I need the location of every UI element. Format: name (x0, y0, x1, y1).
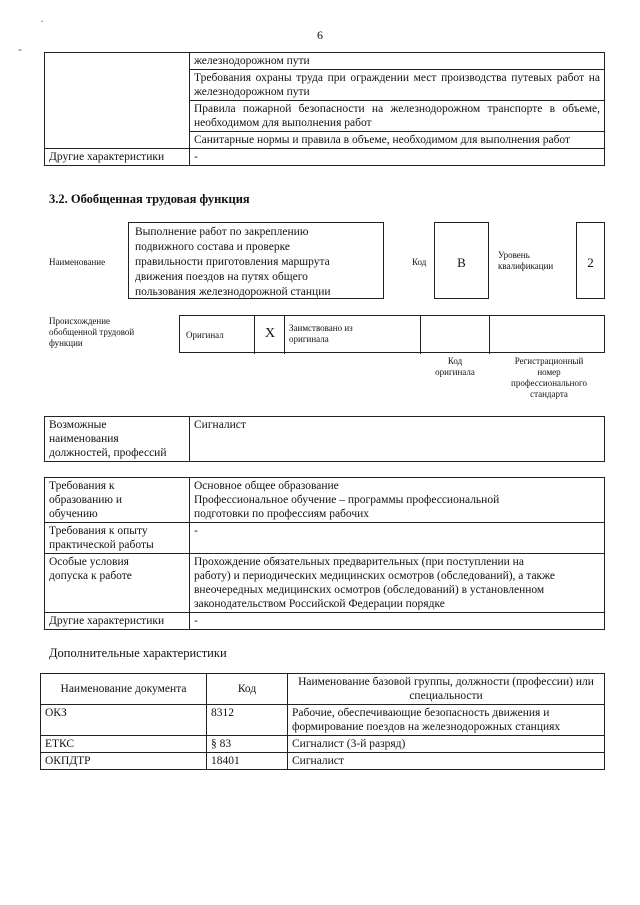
reg-number-label (494, 356, 604, 400)
label-line: практической работы (49, 539, 154, 551)
label-line: образованию и (49, 494, 122, 506)
code-original-label (420, 356, 490, 378)
additional-title: Дополнительные характеристики (49, 646, 227, 660)
level-value-box: 2 (576, 222, 605, 299)
function-name-box (128, 222, 384, 299)
requirement-label (45, 478, 190, 523)
scan-mark: · (40, 14, 44, 28)
additional-table (40, 673, 605, 770)
code-original-line: Код (447, 356, 463, 366)
table-row (41, 705, 605, 736)
table-row (45, 554, 605, 613)
row-label (45, 101, 190, 132)
row-label: Другие характеристики (45, 149, 190, 166)
section-title: 3.2. Обобщенная трудовая функция (49, 192, 250, 206)
origin-row (179, 315, 605, 353)
name-cell: Рабочие, обеспечивающие безопасность движения и формирование поездов на железнодорожных станциях (288, 705, 605, 736)
label-line: допуска к работе (49, 570, 132, 582)
borrowed-label-line: Заимствовано из (289, 323, 353, 333)
positions-value: Сигналист (190, 417, 605, 462)
borrowed-label (289, 323, 353, 345)
function-name-line: пользования железнодорожной станции (135, 286, 331, 298)
code-value-box: B (434, 222, 489, 299)
positions-table (44, 416, 605, 462)
reg-number-line: профессионального (511, 378, 587, 388)
requirement-value (190, 523, 605, 554)
knowledge-table (44, 52, 605, 166)
header-cell: Код (207, 674, 288, 705)
doc-cell: ЕТКС (41, 736, 207, 753)
name-cell: Сигналист (3-й разряд) (288, 736, 605, 753)
reg-number-line: номер (537, 367, 561, 377)
reg-number-cell (490, 316, 604, 354)
requirement-label (45, 554, 190, 613)
table-row (41, 736, 605, 753)
label-line: Требования к опыту (49, 525, 148, 537)
doc-cell: ОКПДТР (41, 753, 207, 770)
header-cell: Наименование базовой группы, должности (профессии) или специальности (288, 674, 605, 705)
doc-cell: ОКЗ (41, 705, 207, 736)
function-name-line: правильности приготовления маршрута (135, 256, 330, 268)
row-value: железнодорожном пути (190, 53, 605, 70)
value-line: Основное общее образование (194, 480, 339, 492)
code-original-cell (421, 316, 490, 354)
label-line: Возможные (49, 419, 107, 431)
label-line: наименования (49, 433, 119, 445)
table-row (45, 149, 605, 166)
value-line: подготовки по профессиям рабочих (194, 508, 370, 520)
row-value: - (190, 149, 605, 166)
code-cell: 8312 (207, 705, 288, 736)
original-cell (180, 316, 255, 354)
origin-label-line: функции (49, 338, 83, 348)
table-row (45, 101, 605, 132)
header-cell: Наименование документа (41, 674, 207, 705)
table-row (45, 70, 605, 101)
borrowed-cell (285, 316, 421, 354)
table-row (45, 417, 605, 462)
requirements-table (44, 477, 605, 630)
code-original-line: оригинала (435, 367, 475, 377)
reg-number-line: Регистрационный (514, 356, 584, 366)
value-line: - (194, 525, 198, 537)
row-value: Санитарные нормы и правила в объеме, необходимом для выполнения работ (190, 132, 605, 149)
requirement-value (190, 554, 605, 613)
value-line: работу) и периодических медицинских осмотров (обследований), а также (194, 570, 556, 582)
reg-number-line: стандарта (530, 389, 568, 399)
table-header-row (41, 674, 605, 705)
original-mark-cell (255, 316, 285, 354)
value-line: внеочередных медицинских осмотров (обследований) в установленном (194, 584, 545, 596)
table-row (45, 523, 605, 554)
row-value: Правила пожарной безопасности на железнодорожном транспорте в объеме, необходимом для выполнения работ (190, 101, 605, 132)
table-row (45, 478, 605, 523)
requirement-value (190, 613, 605, 630)
original-mark: X (264, 326, 276, 341)
positions-label (45, 417, 190, 462)
value-line: Профессиональное обучение – программы профессиональной (194, 494, 500, 506)
origin-label-line: Происхождение (49, 316, 111, 326)
code-label: Код (412, 257, 427, 267)
table-row (45, 613, 605, 630)
requirement-label (45, 523, 190, 554)
level-label-line: Уровень (498, 250, 530, 260)
row-label (45, 53, 190, 70)
value-line: - (194, 615, 198, 627)
origin-label (49, 316, 177, 349)
original-label: Оригинал (186, 330, 224, 340)
row-value: Требования охраны труда при ограждении мест производства путевых работ на железнодорожном пути (190, 70, 605, 101)
code-cell: § 83 (207, 736, 288, 753)
borrowed-label-line: оригинала (289, 334, 329, 344)
label-line: обучению (49, 508, 98, 520)
requirement-label (45, 613, 190, 630)
label-line: Особые условия (49, 556, 129, 568)
function-name-line: Выполнение работ по закреплению (135, 226, 309, 238)
label-line: Требования к (49, 480, 115, 492)
level-label (498, 250, 553, 272)
code-cell: 18401 (207, 753, 288, 770)
level-label-line: квалификации (498, 261, 554, 271)
table-row (45, 132, 605, 149)
function-name-line: подвижного состава и проверке (135, 241, 290, 253)
table-row (45, 53, 605, 70)
requirement-value (190, 478, 605, 523)
table-row (41, 753, 605, 770)
value-line: законодательством Российской Федерации порядке (194, 598, 445, 610)
value-line: Прохождение обязательных предварительных (при поступлении на (194, 556, 524, 568)
origin-label-line: обобщенной трудовой (49, 327, 135, 337)
label-line: должностей, профессий (49, 447, 167, 459)
label-line: Другие характеристики (49, 615, 165, 627)
row-label (45, 132, 190, 149)
name-label: Наименование (49, 257, 106, 267)
page-number: 6 (317, 28, 323, 42)
function-name-line: движения поездов на путях общего (135, 271, 308, 283)
scan-mark: - (18, 42, 22, 56)
row-label (45, 70, 190, 101)
name-cell: Сигналист (288, 753, 605, 770)
